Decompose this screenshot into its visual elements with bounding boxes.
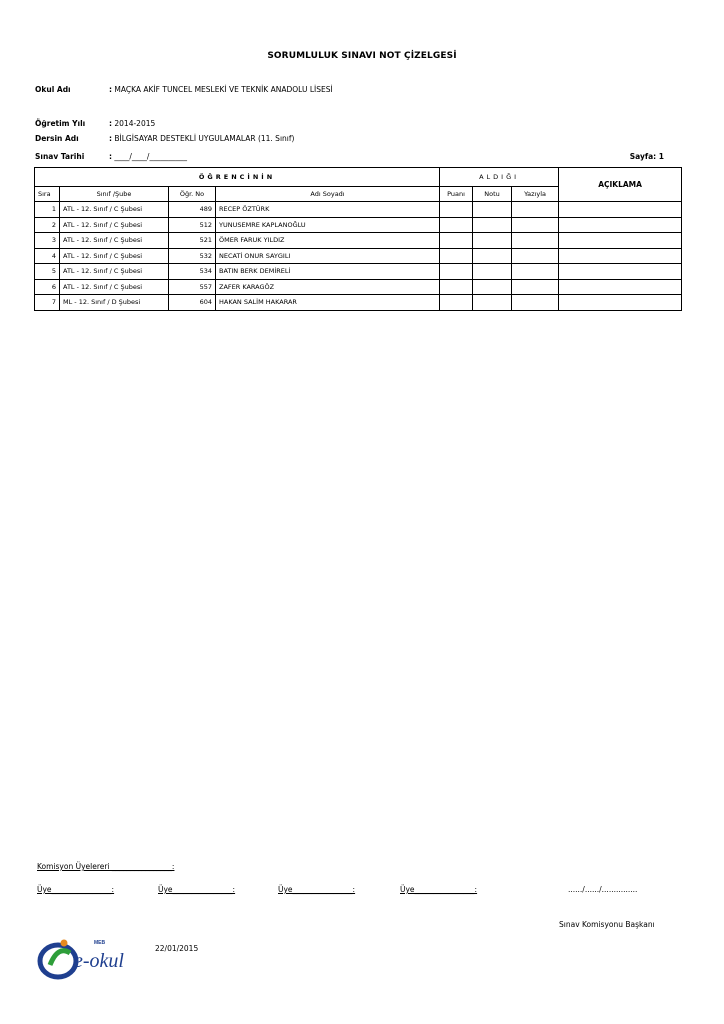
logo-eokul-text: e-okul — [74, 950, 124, 972]
table-row — [35, 233, 682, 249]
cell-adi: HAKAN SALİM HAKARAR — [216, 295, 440, 311]
cell-yaziyla[interactable] — [512, 217, 559, 233]
date-blank: ....../....../............... — [568, 885, 638, 894]
cell-adi: BATIN BERK DEMİRELİ — [216, 264, 440, 280]
cell-sira: 6 — [35, 279, 60, 295]
document-title: SORUMLULUK SINAVI NOT ÇİZELGESİ — [267, 51, 457, 61]
cell-yaziyla[interactable] — [512, 233, 559, 249]
cell-notu[interactable] — [473, 233, 512, 249]
cell-ogr-no: 534 — [169, 264, 216, 280]
cell-adi: ÖMER FARUK YILDIZ — [216, 233, 440, 249]
tarih-label: Sınav Tarihi — [35, 152, 85, 161]
okul-name: MAÇKA AKİF TUNCEL MESLEKİ VE TEKNİK ANADOLU LİSESİ — [114, 85, 333, 94]
colon: : — [109, 134, 112, 143]
cell-puani[interactable] — [440, 264, 473, 280]
group-header-ogrencinin: ÖĞRENCİNİN — [35, 168, 440, 187]
komisyon-baskani: Sınav Komisyonu Başkanı — [559, 920, 655, 929]
ders-label: Dersin Adı — [35, 134, 79, 143]
cell-yaziyla[interactable] — [512, 295, 559, 311]
logo-meb-text: MEB — [94, 940, 106, 946]
cell-sira: 4 — [35, 248, 60, 264]
cell-aciklama[interactable] — [559, 248, 682, 264]
cell-adi: NECATİ ONUR SAYGILI — [216, 248, 440, 264]
cell-puani[interactable] — [440, 295, 473, 311]
cell-ogr-no: 604 — [169, 295, 216, 311]
aciklama-header: AÇIKLAMA — [559, 168, 682, 202]
cell-sinif: ML - 12. Sınıf / D Şubesi — [60, 295, 169, 311]
cell-aciklama[interactable] — [559, 217, 682, 233]
cell-ogr-no: 521 — [169, 233, 216, 249]
cell-notu[interactable] — [473, 217, 512, 233]
table-row — [35, 279, 682, 295]
cell-sira: 2 — [35, 217, 60, 233]
cell-adi: YUNUSEMRE KAPLANOĞLU — [216, 217, 440, 233]
colon: : — [109, 119, 112, 128]
yil-value — [109, 119, 155, 128]
cell-ogr-no: 512 — [169, 217, 216, 233]
e-okul-logo — [36, 935, 136, 981]
col-header-adi: Adı Soyadı — [216, 187, 440, 202]
table-row — [35, 248, 682, 264]
cell-yaziyla[interactable] — [512, 264, 559, 280]
col-header-sinif: Sınıf /Şube — [60, 187, 169, 202]
cell-aciklama[interactable] — [559, 295, 682, 311]
col-header-sira: Sıra — [35, 187, 60, 202]
cell-aciklama[interactable] — [559, 264, 682, 280]
cell-sira: 3 — [35, 233, 60, 249]
cell-adi: RECEP ÖZTÜRK — [216, 202, 440, 218]
cell-sinif: ATL - 12. Sınıf / C Şubesi — [60, 248, 169, 264]
page-number: Sayfa: 1 — [629, 152, 664, 161]
table-row — [35, 295, 682, 311]
cell-adi: ZAFER KARAGÖZ — [216, 279, 440, 295]
cell-ogr-no: 532 — [169, 248, 216, 264]
cell-sinif: ATL - 12. Sınıf / C Şubesi — [60, 202, 169, 218]
logo-dot-orange — [61, 940, 68, 947]
print-date: 22/01/2015 — [155, 944, 199, 953]
cell-yaziyla[interactable] — [512, 279, 559, 295]
okul-label: Okul Adı — [35, 85, 71, 94]
table-row — [35, 264, 682, 280]
okul-value — [109, 85, 333, 94]
cell-ogr-no: 557 — [169, 279, 216, 295]
cell-sira: 7 — [35, 295, 60, 311]
cell-notu[interactable] — [473, 295, 512, 311]
cell-notu[interactable] — [473, 279, 512, 295]
komisyon-uyeleri-line: Komisyon Üyelereri ________________: — [37, 862, 175, 871]
uye-line-4: Üye________________: — [400, 885, 478, 894]
academic-year: 2014-2015 — [114, 119, 156, 128]
cell-aciklama[interactable] — [559, 233, 682, 249]
cell-puani[interactable] — [440, 217, 473, 233]
cell-ogr-no: 489 — [169, 202, 216, 218]
cell-sinif: ATL - 12. Sınıf / C Şubesi — [60, 264, 169, 280]
yil-label: Öğretim Yılı — [35, 119, 86, 128]
cell-sira: 1 — [35, 202, 60, 218]
col-header-puani: Puanı — [440, 187, 473, 202]
uye-line-2: Üye________________: — [158, 885, 236, 894]
group-header-aldigi: ALDIĞI — [440, 168, 559, 187]
cell-notu[interactable] — [473, 248, 512, 264]
cell-notu[interactable] — [473, 264, 512, 280]
col-header-notu: Notu — [473, 187, 512, 202]
cell-sira: 5 — [35, 264, 60, 280]
cell-sinif: ATL - 12. Sınıf / C Şubesi — [60, 217, 169, 233]
cell-yaziyla[interactable] — [512, 202, 559, 218]
tarih-value — [109, 152, 187, 161]
logo-swoosh-green — [50, 951, 70, 965]
e-okul-logo-graphic — [36, 935, 136, 981]
cell-puani[interactable] — [440, 202, 473, 218]
grade-table — [34, 167, 682, 311]
cell-yaziyla[interactable] — [512, 248, 559, 264]
cell-aciklama[interactable] — [559, 279, 682, 295]
ders-value — [109, 134, 294, 143]
cell-sinif: ATL - 12. Sınıf / C Şubesi — [60, 279, 169, 295]
cell-notu[interactable] — [473, 202, 512, 218]
uye-line-1: Üye________________: — [37, 885, 115, 894]
colon: : — [109, 85, 112, 94]
cell-sinif: ATL - 12. Sınıf / C Şubesi — [60, 233, 169, 249]
col-header-yaziyla: Yazıyla — [512, 187, 559, 202]
table-row — [35, 217, 682, 233]
exam-date-blank: ____/____/__________ — [114, 152, 187, 161]
course-name: BİLGİSAYAR DESTEKLİ UYGULAMALAR (11. Sınıf) — [114, 134, 295, 143]
uye-line-3: Üye________________: — [278, 885, 356, 894]
col-header-ogr-no: Öğr. No — [169, 187, 216, 202]
table-row — [35, 202, 682, 218]
cell-puani[interactable] — [440, 233, 473, 249]
cell-puani[interactable] — [440, 279, 473, 295]
cell-aciklama[interactable] — [559, 202, 682, 218]
cell-puani[interactable] — [440, 248, 473, 264]
colon: : — [109, 152, 112, 161]
